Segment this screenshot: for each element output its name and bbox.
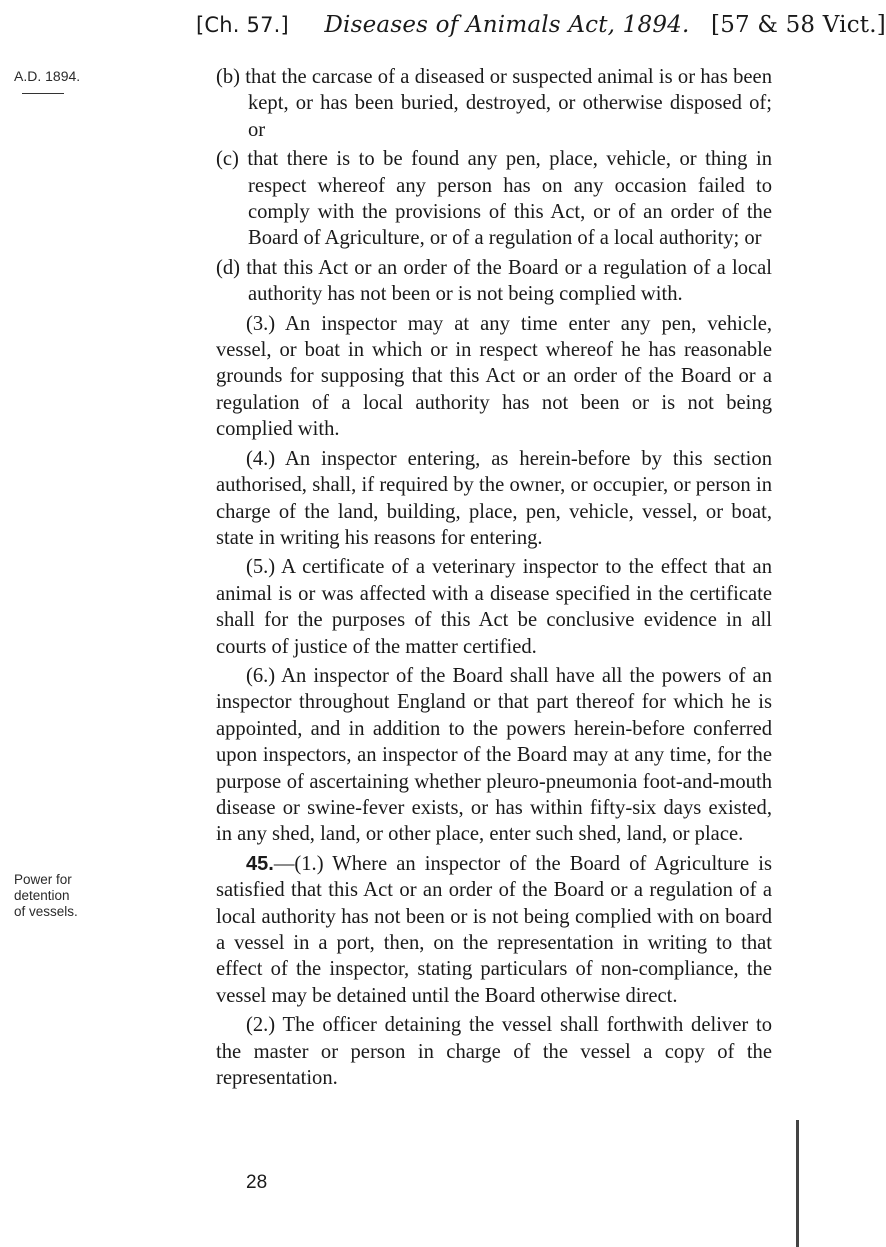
subsection-4: (4.) An inspector entering, as herein-before by this section authorised, shall, if required by the owner, or occupier, or person in charge of the land, building, place, pen, vehicle, vessel, or boat, state in writing his reasons for entering. bbox=[216, 447, 772, 549]
regnal-year: [57 & 58 Vict.] bbox=[711, 12, 886, 38]
margin-side-note: Power for detention of vessels. bbox=[14, 872, 78, 919]
section-number: 45. bbox=[246, 852, 274, 875]
page-number: 28 bbox=[246, 1172, 268, 1193]
paragraph-b: (b) that the carcase of a diseased or suspected animal is or has been kept, or has been buried, destroyed, or otherwise disposed of; or bbox=[216, 66, 772, 141]
year-label: A.D. 1894. bbox=[14, 68, 81, 84]
paragraph-c: (c) that there is to be found any pen, place, vehicle, or thing in respect whereof any person has on any occasion failed to comply with the provisions of this Act, or of an order of the Board of Agriculture, or of a regulation of a local authority; or bbox=[216, 148, 772, 250]
page-edge-mark bbox=[796, 1120, 799, 1247]
subsection-6: (6.) An inspector of the Board shall have all the powers of an inspector throughout England or that part thereof for which he is appointed, and in addition to the powers herein-before conferred upon inspectors, an inspector of the Board may at any time, for the purpose of ascertaining whether pleuro-pneumonia foot-and-mouth disease or swine-fever exists, or has within fifty-six days existed, in any shed, land, or other place, enter such shed, land, or place. bbox=[216, 664, 772, 846]
section-45-text: —(1.) Where an inspector of the Board of Agriculture is satisfied that this Act or an order of the Board or a regulation of a local authority has not been or is not being complied with on board a vessel in a port, then, on the representation in writing to that effect of the inspector, stating particulars of non-compliance, the vessel may be detained until the Board otherwise direct. bbox=[216, 852, 772, 1007]
section-45-subsection-1 bbox=[216, 851, 772, 1009]
year-rule bbox=[22, 93, 64, 94]
running-header bbox=[196, 12, 886, 38]
subsection-3: (3.) An inspector may at any time enter any pen, vehicle, vessel, or boat in which or in respect whereof he has reasonable grounds for supposing that this Act or an order of the Board or a regulation of a local authority has not been or is not being complied with. bbox=[216, 312, 772, 441]
act-title: Diseases of Animals Act, 1894. bbox=[324, 12, 690, 38]
body-text bbox=[216, 64, 772, 1094]
chapter-reference: [Ch. 57.] bbox=[196, 13, 289, 37]
paragraph-d: (d) that this Act or an order of the Board or a regulation of a local authority has not been or is not being complied with. bbox=[216, 256, 772, 306]
margin-year-note bbox=[14, 68, 80, 94]
subsection-5: (5.) A certificate of a veterinary inspector to the effect that an animal is or was affected with a disease specified in the certificate shall for the purposes of this Act be conclusive evidence in all courts of justice of the matter certified. bbox=[216, 556, 772, 658]
section-45-subsection-2: (2.) The officer detaining the vessel shall forthwith deliver to the master or person in charge of the vessel a copy of the representation. bbox=[216, 1014, 772, 1090]
